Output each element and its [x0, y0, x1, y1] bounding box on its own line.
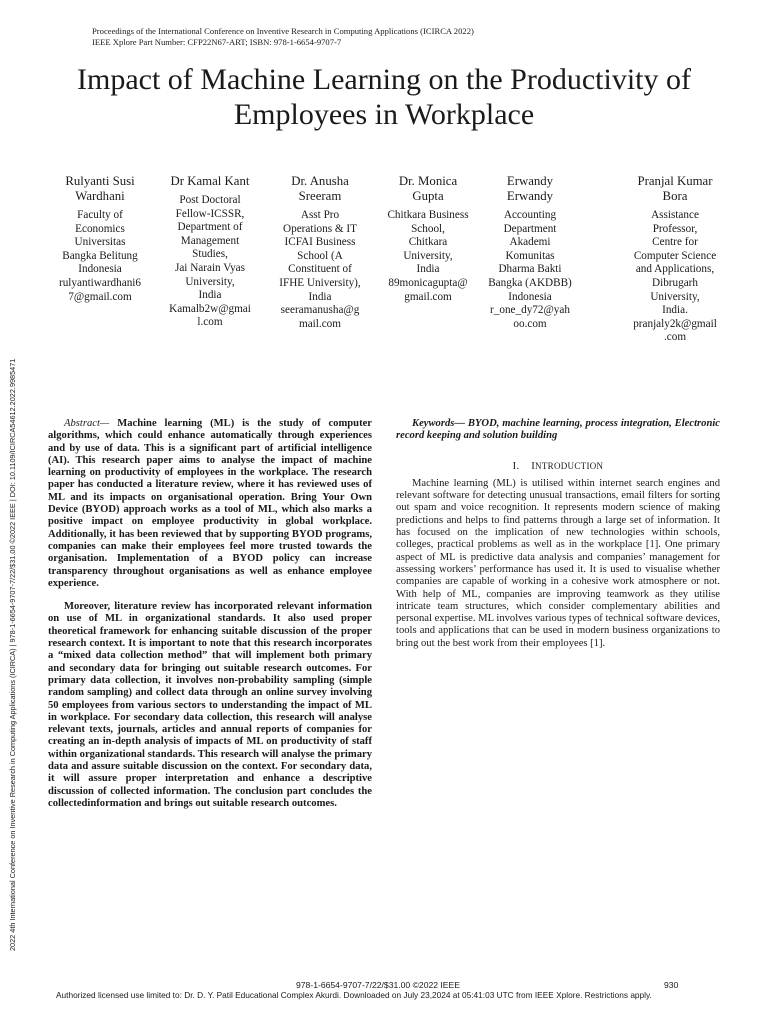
author-email-line: 89monicagupta@ — [388, 276, 468, 289]
author-affiliation-line: Department of — [177, 221, 243, 234]
author-affiliation-line: and Applications, — [635, 263, 715, 276]
author-affiliation-line: Universitas — [74, 236, 126, 249]
conference-header — [92, 26, 474, 48]
author-name-line: Sreeram — [298, 189, 342, 203]
author-affiliation-line: India — [308, 290, 332, 303]
abstract-paragraph: Moreover, literature review has incorporated relevant information on use of ML in organizational standards. It also used proper theoretical framework for enhancing suitable discussion of the proper research context. It is important to note that this research incorporates a “mixed data collection method” that will implement both primary and secondary data for bringing out suitable research outcomes. For primary data collection, it involves non-probability sampling (simple random sampling) and collect data through an online survey involving 50 employees from various sectors to understanding the impact of ML in workplace. For secondary data collection, this research will analyse relevant texts, journals, articles and annual reports of companies for creating an in-depth analysis of impacts of ML on productivity of staff within organizational standards. This research will analyse the primary data and assure suitable discussion on the context. For secondary data, it will assure proper interpretation and enhance a descriptive discussion of collected information. The conclusion part concludes the collectedinformation and brings out suitable research outcomes. — [48, 601, 372, 809]
author-affiliation-line: Dibrugarh — [652, 276, 698, 289]
author-email-line: gmail.com — [404, 290, 452, 303]
author-email-line: mail.com — [299, 317, 341, 330]
abstract-label: Abstract— — [64, 418, 110, 429]
paper-title-line: Employees in Workplace — [233, 98, 535, 131]
author-name — [266, 174, 374, 204]
author-email-line: 7@gmail.com — [68, 290, 132, 303]
author-affiliation-line: Computer Science — [633, 249, 717, 262]
author-email-line: oo.com — [513, 317, 547, 330]
doi-margin-text: 2022 4th International Conference on Inventive Research in Computing Applications (ICIRCA) | 978-1-6654-9707-7/22/$31.00 ©2022 IEEE | DOI: 10.1109/ICIRCA54612.2022.9985471 — [8, 358, 17, 951]
section-title-initial: I — [531, 460, 536, 472]
author-name-line: Erwandy — [506, 174, 554, 188]
author-affiliation-line: Constituent of — [288, 263, 352, 276]
author-name-line: Pranjal Kumar — [637, 174, 713, 188]
author-affiliation-line: Indonesia — [78, 263, 122, 276]
author-email-line: rulyantiwardhani6 — [58, 276, 142, 289]
author-email-line: pranjaly2k@gmail — [633, 317, 717, 330]
author-affiliation-line: University, — [403, 249, 453, 262]
author-block — [616, 174, 734, 345]
conference-header-line: IEEE Xplore Part Number: CFP22N67-ART; ISBN: 978-1-6654-9707-7 — [92, 37, 342, 47]
right-column — [396, 418, 720, 650]
conference-header-line: Proceedings of the International Conference on Inventive Research in Computing Applications (ICIRCA 2022) — [92, 26, 474, 36]
author-affiliation-line: Operations & IT — [283, 222, 357, 235]
author-affiliation-line: Centre for — [652, 236, 698, 249]
author-name-line: Dr. Anusha — [291, 174, 349, 188]
author-name — [372, 174, 484, 204]
author-name-line: Bora — [662, 189, 688, 203]
author-name — [616, 174, 734, 204]
author-email-line: seeramanusha@g — [280, 304, 360, 317]
author-affiliation-line: Fellow-ICSSR, — [175, 207, 245, 220]
author-block — [372, 174, 484, 304]
author-email-line: Kamalb2w@gmai — [169, 302, 251, 315]
author-block — [474, 174, 586, 331]
author-name-line: Wardhani — [75, 189, 125, 203]
author-block — [156, 174, 264, 330]
author-affiliation-line: School (A — [297, 249, 343, 262]
author-affiliation-line: School, — [411, 222, 445, 235]
keywords: Keywords— BYOD, machine learning, process integration, Electronic record keeping and solution building — [396, 418, 720, 442]
author-affiliation-line: University, — [650, 290, 700, 303]
paper-title — [30, 62, 738, 132]
author-affiliation-line: Dharma Bakti — [498, 263, 562, 276]
license-notice: Authorized licensed use limited to: Dr. D. Y. Patil Educational Complex Akurdi. Downloaded on July 23,2024 at 05:41:03 UTC from IEEE Xplore. Restrictions apply. — [56, 990, 652, 1000]
author-affiliation-line: Professor, — [652, 222, 698, 235]
author-affiliation-line: Studies, — [192, 248, 228, 261]
paper-title-line: Impact of Machine Learning on the Productivity of — [77, 63, 691, 96]
author-name — [46, 174, 154, 204]
author-affiliation-line: IFHE University), — [279, 276, 361, 289]
author-affiliation-line: University, — [185, 275, 235, 288]
author-name-line: Dr. Monica — [398, 174, 458, 188]
author-affiliation-line: Post Doctoral — [179, 194, 241, 206]
section-heading — [396, 460, 720, 473]
author-name — [474, 174, 586, 204]
author-name-line: Dr Kamal Kant — [170, 174, 250, 188]
author-name-line: Erwandy — [506, 189, 554, 203]
author-affiliation-line: Akademi — [509, 236, 551, 249]
author-name-line: Rulyanti Susi — [65, 174, 135, 188]
section-title-rest: NTRODUCTION — [535, 460, 604, 471]
author-affiliation-line: India. — [662, 304, 688, 317]
author-affiliation-line: ICFAI Business — [284, 236, 356, 249]
author-email-line: r_one_dy72@yah — [490, 304, 570, 317]
author-block — [266, 174, 374, 331]
author-block — [46, 174, 154, 304]
author-affiliation-line: India — [416, 263, 440, 276]
author-affiliation-line: Bangka (AKDBB) — [488, 276, 572, 289]
author-affiliation-line: Economics — [75, 222, 125, 235]
author-affiliation-line: Bangka Belitung — [62, 249, 138, 262]
author-affiliation-line: Management — [180, 234, 240, 247]
author-affiliation-line: Jai Narain Vyas — [174, 261, 245, 274]
author-affiliation-line: India — [198, 289, 222, 302]
author-affiliation-line: Faculty of — [77, 209, 123, 221]
author-affiliation-line: Assistance — [651, 209, 699, 221]
author-name — [156, 174, 264, 189]
author-affiliation-line: Komunitas — [505, 249, 555, 262]
abstract-paragraph — [48, 418, 372, 590]
author-email-line: l.com — [197, 316, 223, 329]
author-affiliation-line: Asst Pro — [300, 209, 340, 221]
author-affiliation-line: Accounting — [503, 209, 557, 221]
section-number: I. — [512, 460, 520, 472]
author-affiliation-line: Chitkara Business — [387, 209, 469, 221]
author-email-line: .com — [663, 331, 687, 344]
author-affiliation-line: Department — [503, 222, 557, 235]
introduction-paragraph: Machine learning (ML) is utilised within internet search engines and relevant software for detecting unusual transactions, email filters for sorting out spam and voice recognition. It represents modern science of making predictions and helps to find patterns through a large set of information. It has focused on the implication of new technologies within schools, colleges, practical problems as well as in the workplace [1]. One primary aspect of ML is predictive data analysis and companies’ management for assessing workers’ performance has used it. It is used to visualise whether companies are capable of working in a cohesive work atmosphere or not. With help of ML, companies are improving teamwork as they utilise intricate team structures, which consider complementary abilities and personal expertise. ML involves various types of technical software devices, tools and applications that can be used in modern business organizations to bring out the best work from their employees [1]. — [396, 477, 720, 649]
abstract-text: Machine learning (ML) is the study of computer algorithms, which could enhance automatically through experiences and by use of data. This is a significant part of artificial intelligence (AI). This research paper aims to analyse the impact of machine learning on productivity of employees in the workplace. The research paper has conducted a literature review, where it has reviewed uses of ML and its impacts on organisational operation. Bring Your Own Device (BYOD) approach works as a tool of ML, which also marks a positive impact on employee productivity in global workplace. Additionally, it has been reviewed that by supporting BYOD programs, companies can make their employees feel more trusted towards the organisation. Implementation of a BYOD policy can increase transparency throughout organisations as well as enhance employee experience. — [48, 418, 372, 589]
author-affiliation-line: Chitkara — [408, 236, 448, 249]
author-name-line: Gupta — [412, 189, 444, 203]
page-number: 930 — [664, 980, 679, 990]
abstract-section — [48, 418, 372, 810]
doi-margin-strip — [5, 234, 21, 951]
author-affiliation-line: Indonesia — [508, 290, 552, 303]
footer-isbn: 978-1-6654-9707-7/22/$31.00 ©2022 IEEE — [296, 980, 461, 990]
